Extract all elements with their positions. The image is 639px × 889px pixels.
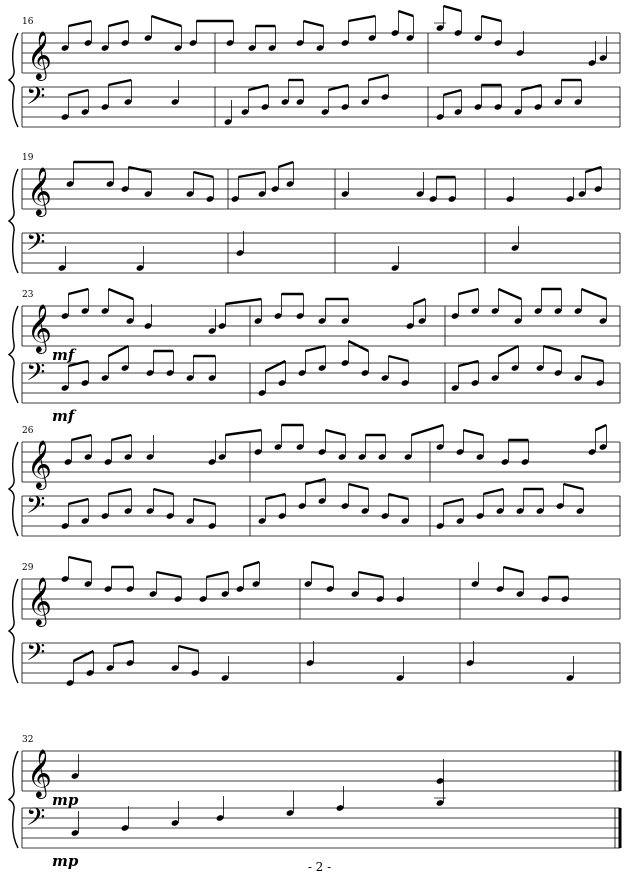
note-beam xyxy=(303,21,323,26)
note-beam xyxy=(265,361,285,371)
note-beam xyxy=(358,572,383,577)
treble-clef-icon: 𝄞 xyxy=(27,439,52,488)
note-beam xyxy=(111,435,131,440)
bass-clef-icon: 𝄢 xyxy=(26,82,46,117)
treble-clef-icon: 𝄞 xyxy=(27,576,52,625)
dynamic-marking-lower: mp xyxy=(52,852,79,870)
note-beam xyxy=(108,489,131,494)
bass-clef-icon: 𝄢 xyxy=(26,358,46,393)
page-number: - 2 - xyxy=(307,860,332,874)
note-beam xyxy=(595,425,606,430)
note-beam xyxy=(458,361,478,366)
note-beam xyxy=(68,557,91,562)
bass-clef-icon: 𝄢 xyxy=(26,491,46,526)
note-beam xyxy=(108,289,133,299)
note-beam xyxy=(156,572,181,577)
note-beam xyxy=(481,16,501,21)
note-beam xyxy=(305,346,325,351)
note-beam xyxy=(458,289,478,294)
note-beam xyxy=(388,356,408,361)
note-beam xyxy=(238,172,265,177)
note-beam xyxy=(483,489,503,494)
note-beam xyxy=(348,16,375,21)
note-beam xyxy=(581,356,603,361)
note-beam xyxy=(521,85,541,90)
note-beam xyxy=(585,167,601,172)
note-beam xyxy=(68,21,91,26)
note-beam xyxy=(153,489,173,494)
note-beam xyxy=(398,11,413,16)
note-beam xyxy=(113,641,133,646)
bass-clef-icon: 𝄢 xyxy=(26,228,46,263)
note-beam xyxy=(206,572,228,577)
note-beam xyxy=(225,430,261,435)
note-beam xyxy=(411,425,443,435)
bass-clef-icon: 𝄢 xyxy=(26,803,46,838)
note-beam xyxy=(68,90,88,95)
treble-clef-icon: 𝄞 xyxy=(27,748,52,797)
note-beam xyxy=(463,430,483,435)
note-beam xyxy=(368,75,388,80)
system-brace xyxy=(9,306,18,403)
dynamic-marking-lower: mf xyxy=(52,407,75,425)
note-beam xyxy=(443,6,461,11)
note-beam xyxy=(248,85,268,90)
measure-number: 23 xyxy=(22,290,34,300)
note-beam xyxy=(443,90,461,95)
system-brace xyxy=(9,579,18,683)
note-beam xyxy=(328,85,348,90)
measure-number: 16 xyxy=(22,17,34,27)
note-beam xyxy=(563,484,583,489)
bass-clef-icon: 𝄢 xyxy=(26,638,46,673)
note-beam xyxy=(311,562,333,567)
note-beam xyxy=(73,651,93,661)
note-beam xyxy=(68,499,88,504)
note-beam xyxy=(325,430,345,435)
note-beam xyxy=(581,289,606,299)
note-beam xyxy=(68,289,88,294)
note-beam xyxy=(225,299,261,304)
note-beam xyxy=(193,172,213,177)
measure-number: 19 xyxy=(22,153,34,163)
note-beam xyxy=(498,289,521,299)
note-beam xyxy=(348,484,368,489)
note-beam xyxy=(178,646,198,651)
note-beam xyxy=(108,346,128,356)
treble-clef-icon: 𝄞 xyxy=(27,303,52,352)
note-beam xyxy=(388,494,408,499)
measure-number: 32 xyxy=(22,735,34,745)
dynamic-marking-upper: mp xyxy=(52,791,79,809)
note-beam xyxy=(278,162,293,167)
treble-clef-icon: 𝄞 xyxy=(27,166,52,215)
note-beam xyxy=(265,494,285,499)
system-brace xyxy=(9,169,18,273)
measure-number: 29 xyxy=(22,563,34,573)
note-beam xyxy=(128,167,151,172)
note-beam xyxy=(543,346,561,351)
system-brace xyxy=(9,751,18,848)
note-beam xyxy=(151,16,181,26)
note-beam xyxy=(108,21,128,26)
note-beam xyxy=(413,299,425,304)
note-beam xyxy=(243,562,259,567)
note-beam xyxy=(498,346,518,356)
note-beam xyxy=(305,479,325,484)
dynamic-marking-upper: mf xyxy=(52,346,75,364)
system-brace xyxy=(9,442,18,536)
note-beam xyxy=(193,499,215,504)
treble-clef-icon: 𝄞 xyxy=(27,30,52,79)
system-brace xyxy=(9,33,18,127)
note-beam xyxy=(503,567,523,572)
measure-number: 26 xyxy=(22,426,34,436)
note-beam xyxy=(71,435,91,440)
note-beam xyxy=(108,80,131,85)
note-beam xyxy=(443,499,463,504)
